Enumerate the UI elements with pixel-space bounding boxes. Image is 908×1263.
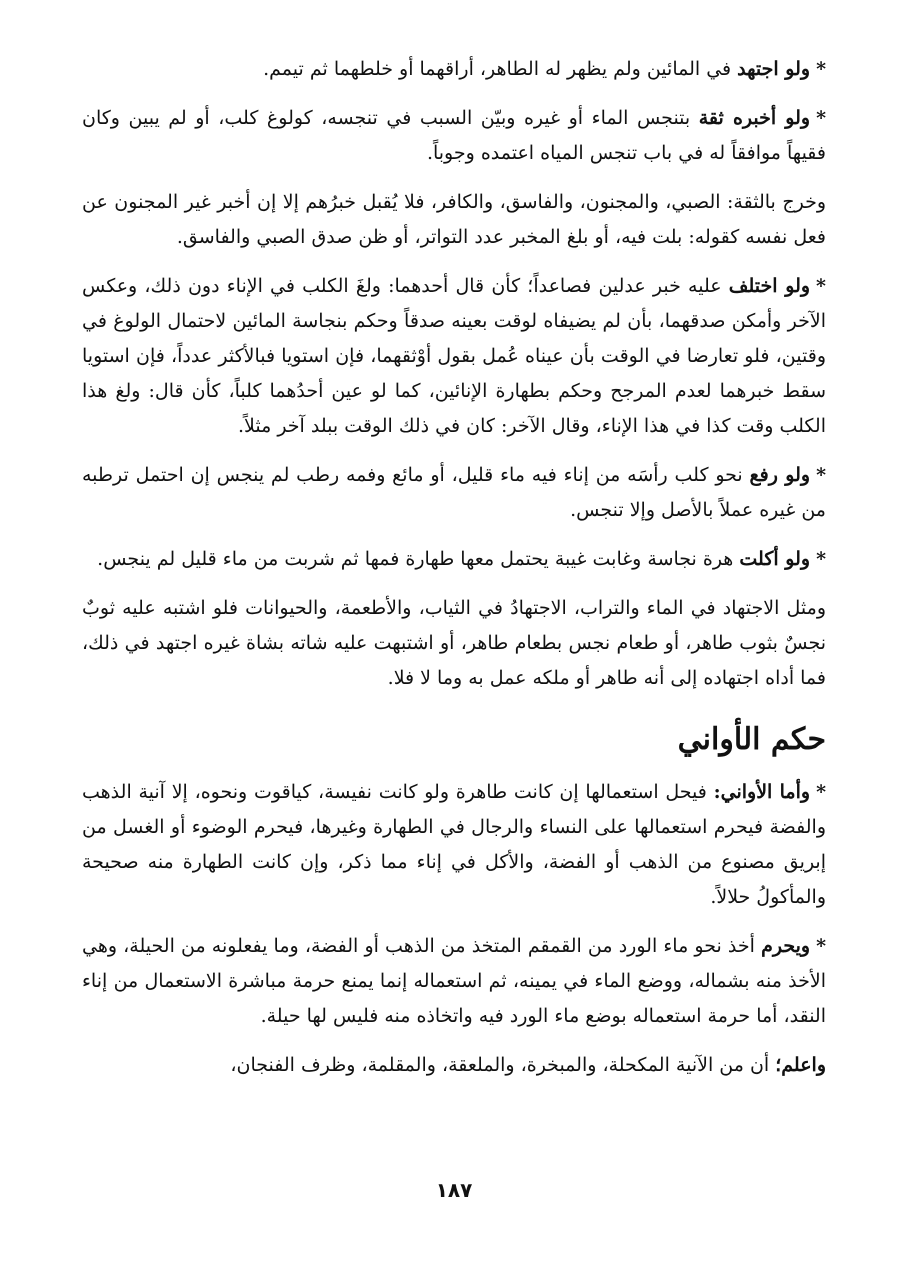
bullet-marker: * — [816, 464, 826, 486]
bullet-marker: * — [816, 935, 826, 957]
paragraph-text: في المائين ولم يظهر له الطاهر، أراقهما أو خلطهما ثم تيمم. — [263, 58, 732, 80]
paragraph-lead: ولو اختلف — [728, 275, 811, 297]
paragraph-lead: وأما الأواني: — [713, 781, 811, 803]
paragraph-lead: واعلم؛ — [775, 1054, 826, 1076]
paragraph-lead: ولو رفع — [749, 464, 811, 486]
paragraph-lead: ولو اجتهد — [737, 58, 811, 80]
paragraph-text: عليه خبر عدلين فصاعداً؛ كأن قال أحدهما: ولغَ الكلب في الإناء دون ذلك، وعكس الآخر وأمكن صدقهما، بأن لم يضيفاه لوقت بعينه صدقاً وحكم بنجاسة المائين لاحتمال الولوغ في وقتين، فلو تعارضا في الوقت بأن عيناه عُمل بقول أوْثقهما، فإن استويا فبالأكثر عدداً، فإن استويا سقط خبرهما لعدم المرجح وحكم بطهارة الإنائين، كما لو عين أحدُهما كلباً، كأن قال: ولغ هذا الكلب وقت كذا في هذا الإناء، وقال الآخر: كان في ذلك الوقت ببلد آخر مثلاً. — [82, 275, 826, 437]
bullet-marker: * — [816, 107, 826, 129]
paragraph-text: أن من الآنية المكحلة، والمبخرة، والملعقة، والمقلمة، وظرف الفنجان، — [230, 1054, 770, 1076]
paragraph-text: فيحل استعمالها إن كانت طاهرة ولو كانت نفيسة، كياقوت ونحوه، إلا آنية الذهب والفضة فيحرم استعمالها على النساء والرجال في الطهارة وغيرها، فيحرم الوضوء أو الغسل من إبريق مصنوع من الذهب أو الفضة، والأكل في إناء مما ذكر، وإن كانت الطهارة منه صحيحة والمأكولُ حلالاً. — [82, 781, 826, 908]
paragraph-text: ومثل الاجتهاد في الماء والتراب، الاجتهادُ في الثياب، والأطعمة، والحيوانات فلو اشتبه عليه ثوبٌ نجسٌ بثوب طاهر، أو طعام نجس بطعام طاهر، أو اشتبهت عليه شاته بشاة غيره اجتهد في ذلك، فما أداه اجتهاده إلى أنه طاهر أو ملكه عمل به وما لا فلا. — [82, 597, 826, 689]
paragraph-ijtihad-fail — [82, 52, 826, 87]
paragraph-dog-head — [82, 458, 826, 528]
paragraph-cat — [82, 542, 826, 577]
bullet-marker: * — [816, 58, 826, 80]
bullet-marker: * — [816, 548, 826, 570]
page-body — [82, 52, 826, 1097]
paragraph-text: أخذ نحو ماء الورد من القمقم المتخذ من الذهب أو الفضة، وما يفعلونه من الحيلة، وهي الأخذ منه بشماله، ووضع الماء في يمينه، ثم استعماله إنما يمنع حرمة مباشرة الاستعمال من إناء النقد، أما حرمة استعماله بوضع ماء الورد فيه واتخاذه منه فليس لها حيلة. — [82, 935, 826, 1027]
paragraph-text: نحو كلب رأسَه من إناء فيه ماء قليل، أو مائع وفمه رطب لم ينجس إن احتمل ترطبه من غيره عملاً بالأصل وإلا تنجس. — [82, 464, 826, 521]
paragraph-trusted-informer — [82, 101, 826, 171]
bullet-marker: * — [816, 275, 826, 297]
page-number: ١٨٧ — [435, 1178, 473, 1202]
paragraph-rose-water — [82, 929, 826, 1034]
paragraph-vessels — [82, 775, 826, 915]
paragraph-text: هرة نجاسة وغابت غيبة يحتمل معها طهارة فمها ثم شربت من ماء قليل لم ينجس. — [97, 548, 734, 570]
paragraph-conflicting-reports — [82, 269, 826, 444]
paragraph-text: وخرج بالثقة: الصبي، والمجنون، والفاسق، والكافر، فلا يُقبل خبرُهم إلا إن أخبر غير المجنون عن فعل نفسه كقوله: بلت فيه، أو بلغ المخبر عدد التواتر، أو ظن صدق الصبي والفاسق. — [82, 191, 826, 248]
paragraph-lead: ولو أخبره ثقة — [698, 107, 811, 129]
section-heading: حكم الأواني — [677, 722, 826, 757]
paragraph-other-ijtihad — [82, 591, 826, 696]
paragraph-excluded-informers — [82, 185, 826, 255]
paragraph-know — [82, 1048, 826, 1083]
paragraph-lead: ويحرم — [761, 935, 811, 957]
paragraph-text: بتنجس الماء أو غيره وبيّن السبب في تنجسه، كولوغ كلب، أو لم يبين وكان فقيهاً موافقاً له في باب تنجس المياه اعتمده وجوباً. — [82, 107, 826, 164]
bullet-marker: * — [816, 781, 827, 803]
paragraph-lead: ولو أكلت — [739, 548, 811, 570]
